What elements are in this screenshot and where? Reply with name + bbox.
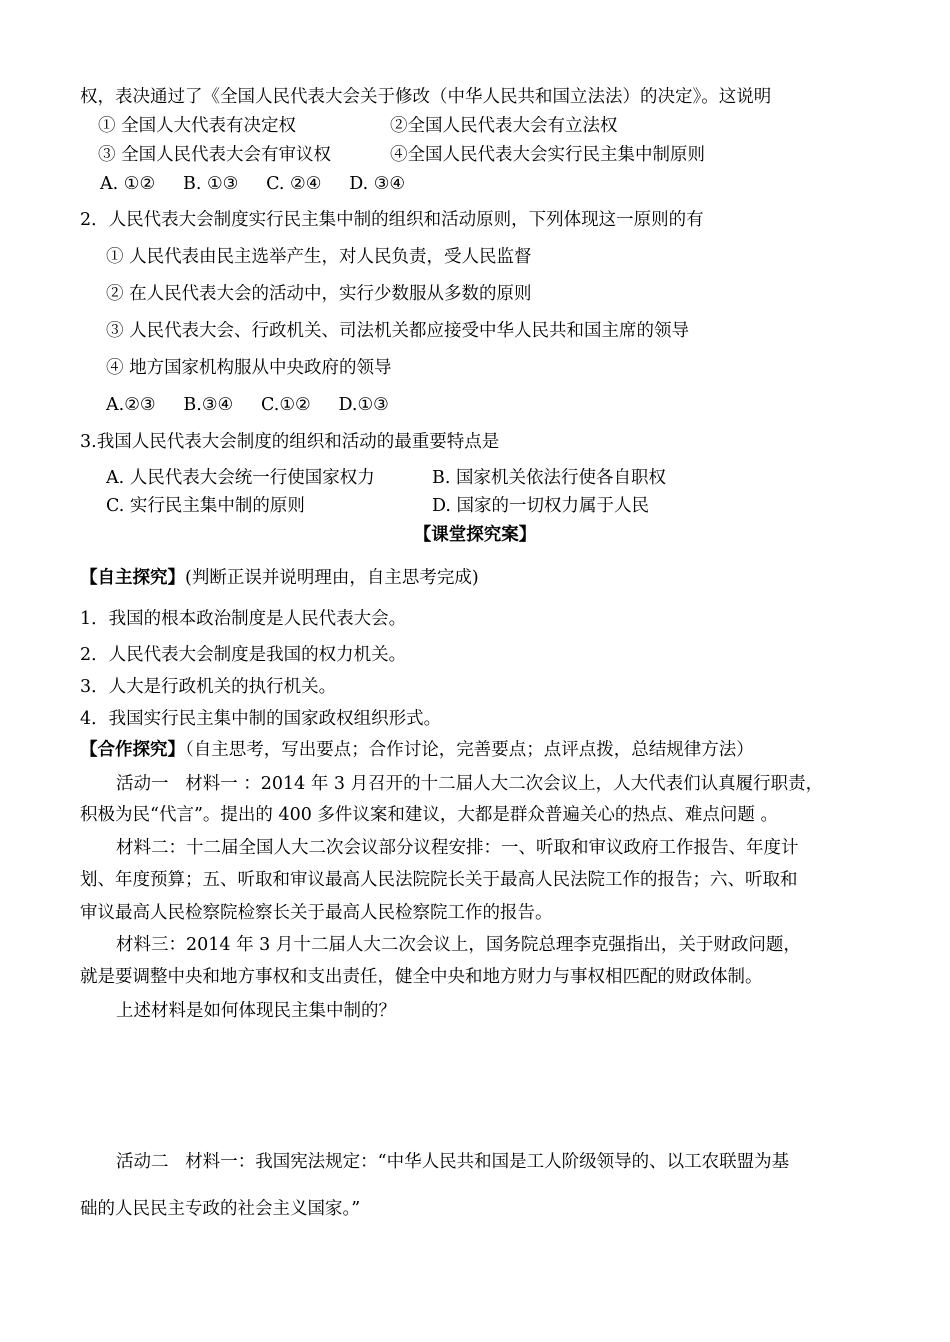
q2-stem: 2．人民代表大会制度实行民主集中制的组织和活动原则，下列体现这一原则的有: [80, 210, 704, 230]
section-title: 【课堂探究案】: [413, 525, 537, 545]
material-2-line-3: 审议最高人民检察院检察长关于最高人民检察院工作的报告。: [80, 903, 553, 923]
coop-inquiry-hint: （自主思考，写出要点；合作讨论，完善要点；点评点拨，总结规律方法）: [185, 740, 754, 760]
self-item-2: 2．人民代表大会制度是我国的权力机关。: [80, 645, 407, 665]
self-inquiry-header: [80, 567, 479, 589]
activity-1-line-1: 活动一 材料一 ：2014 年 3 月召开的十二届人大二次会议上，人大代表们认真履行职责，: [116, 774, 824, 794]
activity-1-line-2: 积极为民“代言”。提出的 400 多件议案和建议，大都是群众普遍关心的热点、难点问题 。: [80, 805, 778, 825]
q1-stem: 权，表决通过了《全国人民代表大会关于修改（中华人民共和国立法法）的决定》。这说明: [80, 87, 772, 107]
q1-option-1: ① 全国人大代表有决定权: [98, 116, 297, 136]
q3-option-c: C. 实行民主集中制的原则: [106, 496, 305, 516]
q2-option-2: ② 在人民代表大会的活动中，实行少数服从多数的原则: [106, 284, 532, 304]
q2-option-1: ① 人民代表由民主选举产生，对人民负责，受人民监督: [106, 247, 532, 267]
q3-option-d: D. 国家的一切权力属于人民: [432, 496, 650, 516]
q1-option-2: ②全国人民代表大会有立法权: [390, 116, 618, 136]
q3-option-a: A. 人民代表大会统一行使国家权力: [106, 468, 375, 488]
self-item-1: 1．我国的根本政治制度是人民代表大会。: [80, 609, 407, 629]
material-3-line-1: 材料三：2014 年 3 月十二届人大二次会议上，国务院总理李克强指出，关于财政问题，: [116, 935, 801, 955]
coop-inquiry-header: [80, 739, 754, 761]
activity-2-line-2: 础的人民民主专政的社会主义国家。”: [80, 1199, 361, 1219]
material-2-line-2: 划、年度预算；五、听取和审议最高人民法院院长关于最高人民法院工作的报告；六、听取和: [80, 870, 798, 890]
self-inquiry-heading: 【自主探究】: [80, 568, 185, 588]
q1-option-3: ③ 全国人民代表大会有审议权: [98, 145, 332, 165]
self-item-3: 3．人大是行政机关的执行机关。: [80, 677, 337, 697]
q3-option-b: B. 国家机关依法行使各自职权: [432, 468, 666, 488]
activity-2-line-1: 活动二 材料一：我国宪法规定：“中华人民共和国是工人阶级领导的、以工农联盟为基: [116, 1152, 790, 1172]
coop-inquiry-heading: 【合作探究】: [80, 740, 185, 760]
material-3-line-2: 就是要调整中央和地方事权和支出责任，健全中央和地方财力与事权相匹配的财政体制。: [80, 967, 763, 987]
self-inquiry-hint: (判断正误并说明理由，自主思考完成): [185, 568, 479, 588]
q3-stem: 3.我国人民代表大会制度的组织和活动的最重要特点是: [80, 432, 500, 452]
self-item-4: 4．我国实行民主集中制的国家政权组织形式。: [80, 709, 442, 729]
material-2-line-1: 材料二：十二届全国人大二次会议部分议程安排：一、听取和审议政府工作报告、年度计: [116, 838, 799, 858]
q1-choices: A. ①② B. ①③ C. ②④ D. ③④: [100, 174, 406, 194]
q2-option-3: ③ 人民代表大会、行政机关、司法机关都应接受中华人民共和国主席的领导: [106, 321, 690, 341]
q2-option-4: ④ 地方国家机构服从中央政府的领导: [106, 358, 392, 378]
activity-1-question: 上述材料是如何体现民主集中制的？: [116, 1001, 396, 1021]
q2-choices: A.②③ B.③④ C.①② D.①③: [106, 395, 389, 415]
q1-option-4: ④全国人民代表大会实行民主集中制原则: [390, 145, 705, 165]
